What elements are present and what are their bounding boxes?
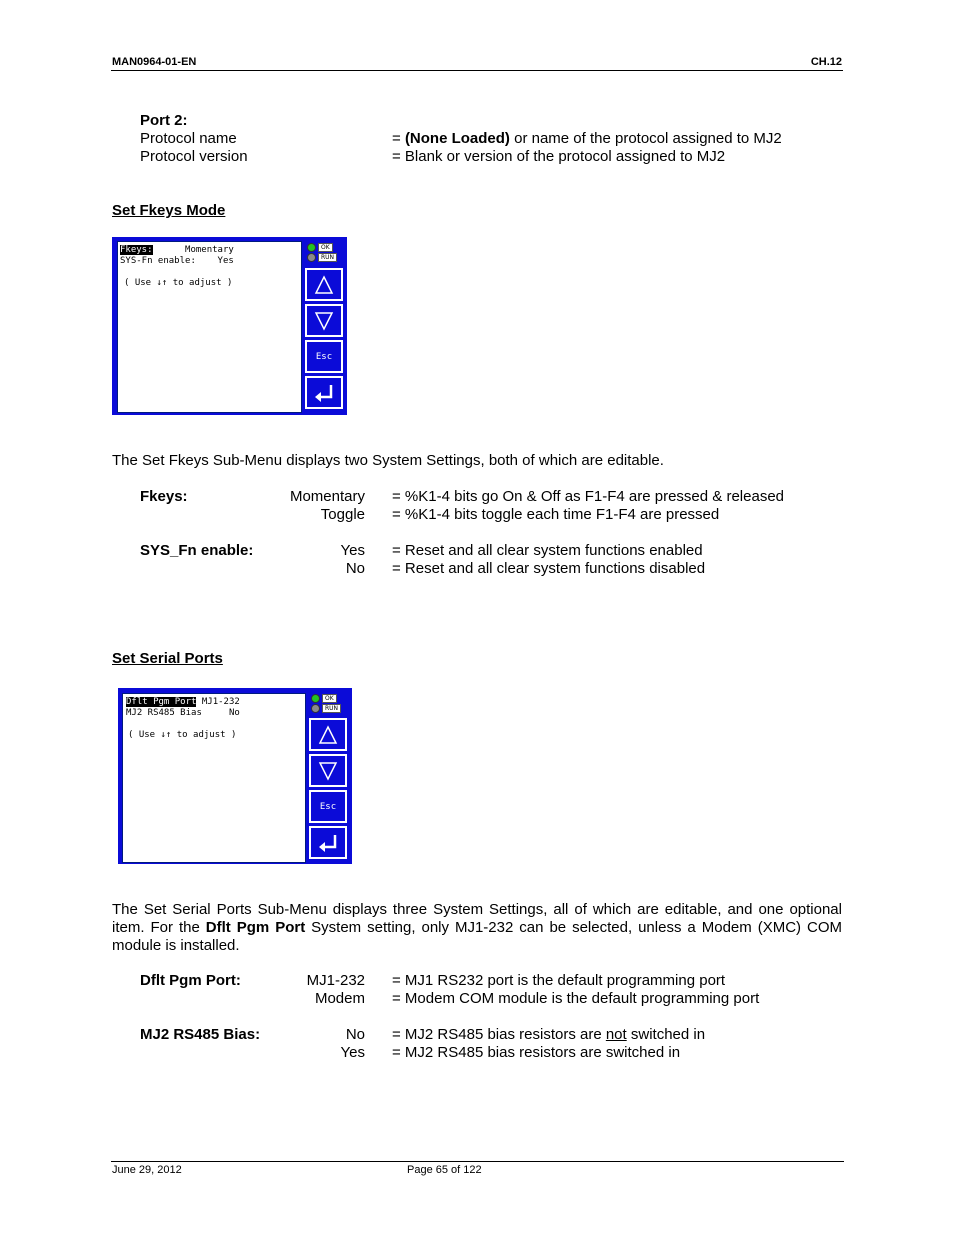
rs485-option-yes: Yes — [340, 1044, 365, 1061]
chapter-label: CH.12 — [810, 56, 842, 68]
up-arrow-button[interactable] — [309, 718, 347, 751]
enter-icon — [317, 833, 339, 853]
serial-lcd-line3: ( Use ↓↑ to adjust ) — [128, 730, 237, 740]
fkeys-lcd-line1: Fkeys: Momentary — [120, 245, 234, 255]
run-led-icon — [311, 704, 320, 713]
fkeys-option-toggle: Toggle — [320, 506, 365, 523]
fkeys-lcd-display — [117, 241, 302, 413]
protocol-name-label: Protocol name — [140, 130, 237, 147]
up-arrow-icon — [318, 725, 338, 745]
sysfn-option-yes: Yes — [340, 542, 365, 559]
fkeys-option-momentary: Momentary — [289, 488, 365, 505]
down-arrow-icon — [318, 761, 338, 781]
serial-screen — [118, 688, 352, 864]
enter-button[interactable] — [305, 376, 343, 409]
footer-date: June 29, 2012 — [112, 1164, 182, 1176]
ok-led-icon — [307, 243, 316, 252]
sysfn-setting-name: SYS_Fn enable: — [140, 542, 254, 559]
rs485-option-yes-desc: = MJ2 RS485 bias resistors are switched in — [392, 1044, 681, 1061]
up-arrow-button[interactable] — [305, 268, 343, 301]
rs485-option-no-desc: = MJ2 RS485 bias resistors are not switched in — [392, 1026, 706, 1043]
enter-button[interactable] — [309, 826, 347, 859]
fkeys-option-toggle-desc: = %K1-4 bits toggle each time F1-F4 are pressed — [392, 506, 720, 523]
esc-button[interactable]: Esc — [305, 340, 343, 373]
serial-lcd-display — [122, 693, 306, 863]
fkeys-section-heading: Set Fkeys Mode — [112, 202, 226, 219]
run-led: RUN — [311, 704, 341, 713]
serial-lcd-line2: MJ2 RS485 Bias No — [126, 708, 240, 718]
down-arrow-button[interactable] — [309, 754, 347, 787]
dflt-pgm-option-mj1-desc: = MJ1 RS232 port is the default programming port — [392, 972, 726, 989]
fkeys-screen — [112, 237, 347, 415]
down-arrow-button[interactable] — [305, 304, 343, 337]
dflt-pgm-port-setting-name: Dflt Pgm Port: — [140, 972, 241, 989]
up-arrow-icon — [314, 275, 334, 295]
run-led: RUN — [307, 253, 337, 262]
ok-led: OK — [307, 243, 333, 252]
fkeys-option-momentary-desc: = %K1-4 bits go On & Off as F1-F4 are pressed & released — [392, 488, 784, 505]
sysfn-option-no: No — [345, 560, 365, 577]
ok-led: OK — [311, 694, 337, 703]
sysfn-option-no-desc: = Reset and all clear system functions disabled — [392, 560, 706, 577]
rs485-bias-setting-name: MJ2 RS485 Bias: — [140, 1026, 261, 1043]
header-rule — [111, 70, 843, 71]
run-led-icon — [307, 253, 316, 262]
fkeys-lcd-line2: SYS-Fn enable: Yes — [120, 256, 234, 266]
ok-led-icon — [311, 694, 320, 703]
serial-intro: The Set Serial Ports Sub-Menu displays three System Settings, all of which are editable, and one optional item. For the Dflt Pgm Port System setting, only MJ1-232 can be selected, unless a Modem (XMC) COM module is installed. — [112, 901, 842, 954]
serial-lcd-line1: Dflt Pgm Port MJ1-232 — [126, 697, 240, 707]
document-id: MAN0964-01-EN — [112, 56, 197, 68]
serial-section-heading: Set Serial Ports — [112, 650, 223, 667]
dflt-pgm-option-mj1: MJ1-232 — [306, 972, 365, 989]
protocol-name-desc: = (None Loaded) or name of the protocol assigned to MJ2 — [392, 130, 782, 147]
fkeys-lcd-line3: ( Use ↓↑ to adjust ) — [124, 278, 233, 288]
footer-rule — [111, 1161, 844, 1162]
sysfn-option-yes-desc: = Reset and all clear system functions enabled — [392, 542, 703, 559]
protocol-version-desc: = Blank or version of the protocol assigned to MJ2 — [392, 148, 726, 165]
protocol-version-label: Protocol version — [140, 148, 248, 165]
port2-heading: Port 2: — [140, 112, 188, 129]
fkeys-intro: The Set Fkeys Sub-Menu displays two System Settings, both of which are editable. — [112, 452, 664, 469]
down-arrow-icon — [314, 311, 334, 331]
enter-icon — [313, 383, 335, 403]
esc-button[interactable]: Esc — [309, 790, 347, 823]
dflt-pgm-option-modem-desc: = Modem COM module is the default programming port — [392, 990, 760, 1007]
fkeys-setting-name: Fkeys: — [140, 488, 188, 505]
footer-page-number: Page 65 of 122 — [407, 1164, 482, 1176]
rs485-option-no: No — [345, 1026, 365, 1043]
dflt-pgm-option-modem: Modem — [314, 990, 365, 1007]
